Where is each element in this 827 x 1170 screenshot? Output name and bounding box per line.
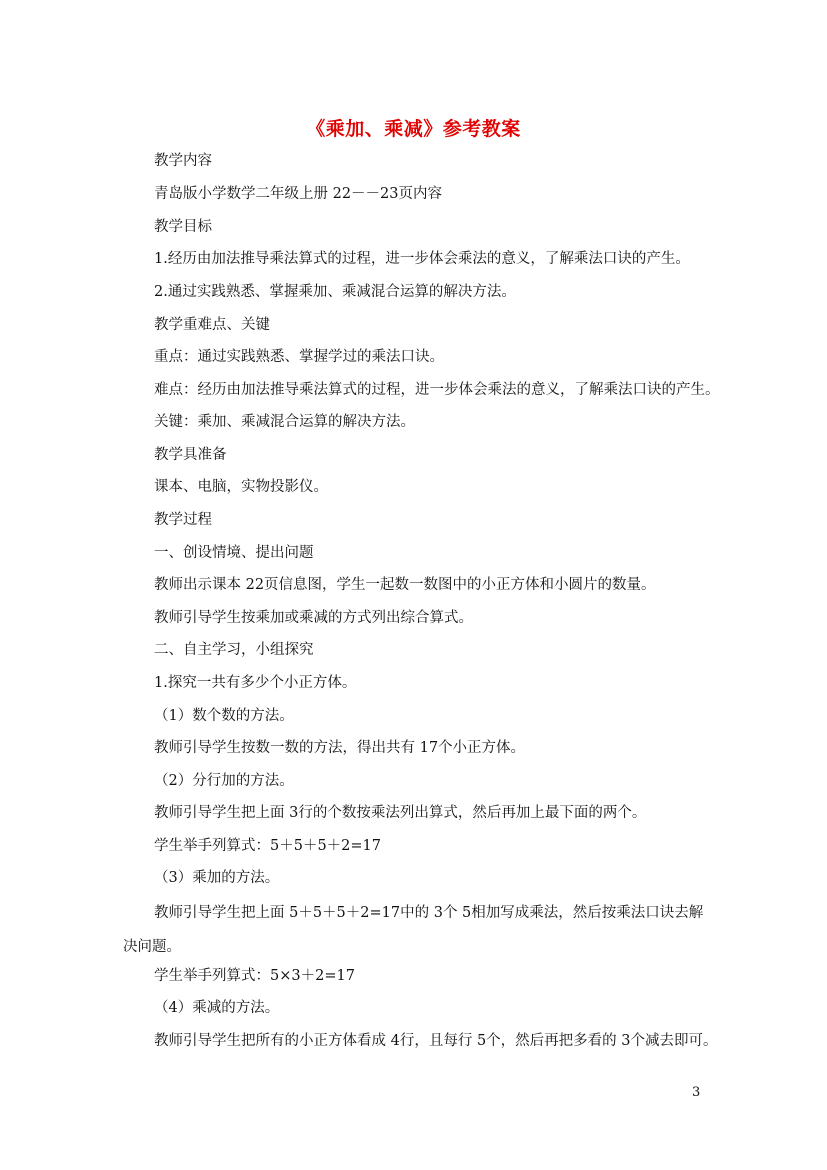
document-title: 《乘加、乘减》参考教案	[306, 118, 521, 140]
subsection-heading: 一、创设情境、提出问题	[154, 545, 314, 561]
paragraph: 关键：乘加、乘减混合运算的解决方法。	[154, 414, 415, 430]
section-heading-process: 教学过程	[154, 512, 212, 528]
page-number: 3	[692, 1085, 701, 1100]
paragraph: 教师出示课本 22页信息图，学生一起数一数图中的小正方体和小圆片的数量。	[154, 577, 656, 593]
paragraph: （2）分行加的方法。	[154, 773, 294, 789]
paragraph: 难点：经历由加法推导乘法算式的过程，进一步体会乘法的意义，了解乘法口诀的产生。	[154, 382, 720, 398]
paragraph: 重点：通过实践熟悉、掌握学过的乘法口诀。	[154, 349, 444, 365]
paragraph: 青岛版小学数学二年级上册 22－－23页内容	[154, 186, 443, 202]
paragraph: （3）乘加的方法。	[154, 870, 280, 886]
paragraph: 1.经历由加法推导乘法算式的过程，进一步体会乘法的意义，了解乘法口诀的产生。	[154, 251, 690, 267]
paragraph: 学生举手列算式：5＋5＋5＋2=17	[154, 838, 382, 854]
paragraph: （1）数个数的方法。	[154, 708, 294, 724]
subsection-heading: 二、自主学习，小组探究	[154, 642, 314, 658]
paragraph: 1.探究一共有多少个小正方体。	[154, 675, 357, 691]
paragraph: 课本、电脑，实物投影仪。	[154, 479, 328, 495]
paragraph: 教师引导学生按数一数的方法，得出共有 17个小正方体。	[154, 740, 526, 756]
paragraph: 教师引导学生按乘加或乘减的方式列出综合算式。	[154, 610, 473, 626]
section-heading-materials: 教学具准备	[154, 447, 227, 463]
section-heading-goals: 教学目标	[154, 219, 212, 235]
paragraph: 2.通过实践熟悉、掌握乘加、乘减混合运算的解决方法。	[154, 284, 516, 300]
paragraph: （4）乘减的方法。	[154, 1000, 280, 1016]
section-heading-key-points: 教学重难点、关键	[154, 317, 270, 333]
wrapped-paragraph: 教师引导学生把上面 5＋5＋5＋2=17中的 3个 5相加写成乘法，然后按乘法口诀去解决问题。	[123, 905, 704, 955]
paragraph: 学生举手列算式：5×3＋2=17	[154, 968, 355, 984]
paragraph: 教师引导学生把所有的小正方体看成 4行，且每行 5个，然后再把多看的 3个减去即可。	[154, 1033, 718, 1049]
section-heading-content: 教学内容	[154, 153, 212, 169]
paragraph: 教师引导学生把上面 3行的个数按乘法列出算式，然后再加上最下面的两个。	[154, 805, 647, 821]
